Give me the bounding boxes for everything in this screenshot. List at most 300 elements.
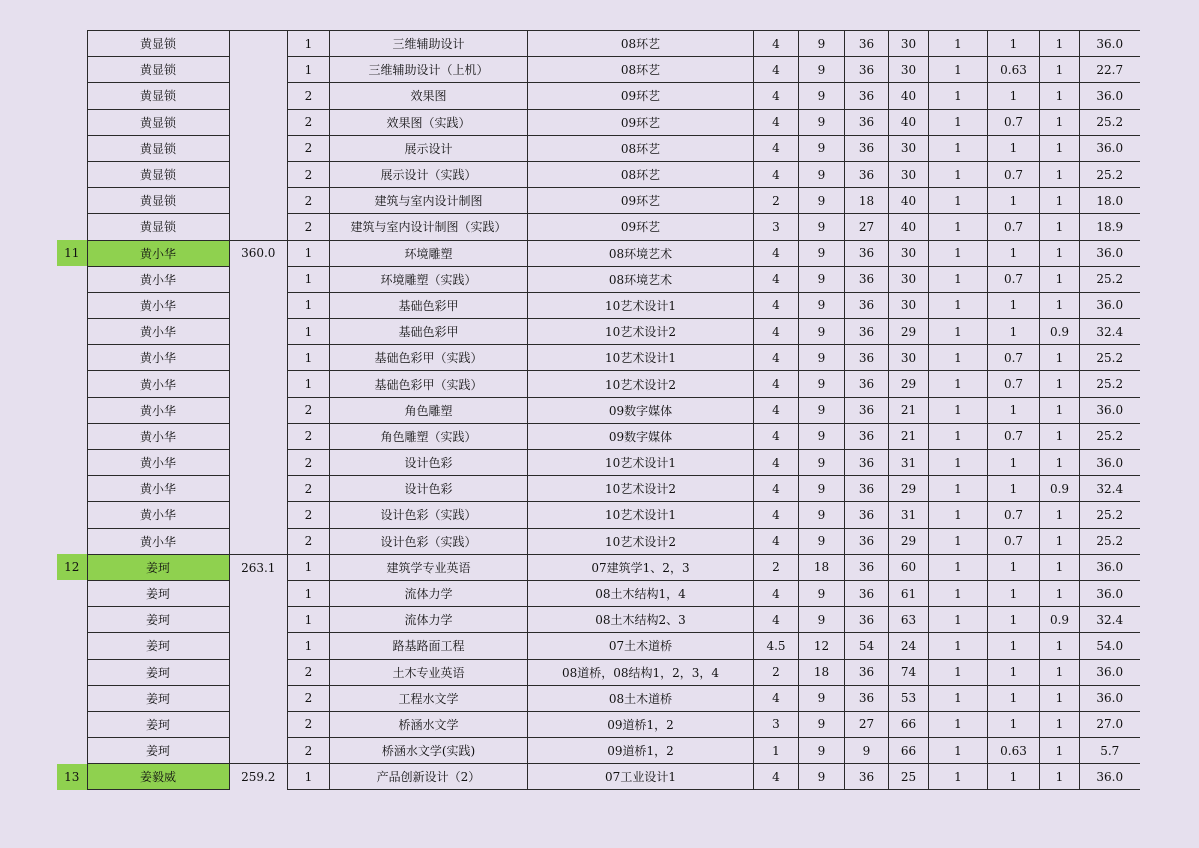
row-number-cell: 11 <box>57 240 87 266</box>
semester-cell: 2 <box>288 423 330 449</box>
class-cell: 10艺术设计1 <box>528 502 754 528</box>
course-cell: 建筑与室内设计制图（实践） <box>330 214 528 240</box>
coef-b-cell: 0.7 <box>988 214 1040 240</box>
teacher-name-cell: 姜珂 <box>87 711 229 737</box>
class-cell: 08土木结构1，4 <box>528 580 754 606</box>
table-row <box>57 109 1140 135</box>
weeks-cell: 9 <box>799 607 845 633</box>
teacher-name-cell: 黄显锁 <box>87 135 229 161</box>
coef-c-cell: 1 <box>1040 633 1080 659</box>
course-cell: 桥涵水文学 <box>330 711 528 737</box>
weekly-hours-cell: 4 <box>754 502 799 528</box>
coef-b-cell: 1 <box>988 659 1040 685</box>
weekly-hours-cell: 4 <box>754 83 799 109</box>
weekly-hours-cell: 3 <box>754 711 799 737</box>
weekly-hours-cell: 4 <box>754 266 799 292</box>
coef-a-cell: 1 <box>929 633 988 659</box>
weeks-cell: 9 <box>799 423 845 449</box>
teacher-name-cell: 黄小华 <box>87 476 229 502</box>
table-row <box>57 659 1140 685</box>
workload-cell: 36.0 <box>1080 83 1140 109</box>
semester-cell: 2 <box>288 83 330 109</box>
weekly-hours-cell: 4 <box>754 161 799 187</box>
weekly-hours-cell: 4 <box>754 450 799 476</box>
row-number-cell <box>57 450 87 476</box>
coef-a-cell: 1 <box>929 345 988 371</box>
coef-c-cell: 1 <box>1040 685 1080 711</box>
total-workload-cell <box>229 502 287 528</box>
weekly-hours-cell: 2 <box>754 554 799 580</box>
course-cell: 三维辅助设计 <box>330 31 528 57</box>
course-cell: 基础色彩甲（实践） <box>330 371 528 397</box>
hours-cell: 36 <box>845 450 889 476</box>
total-workload-cell <box>229 135 287 161</box>
row-number-cell <box>57 528 87 554</box>
weeks-cell: 9 <box>799 57 845 83</box>
course-cell: 产品创新设计（2） <box>330 764 528 790</box>
class-cell: 09数字媒体 <box>528 397 754 423</box>
students-cell: 30 <box>889 161 929 187</box>
workload-cell: 36.0 <box>1080 135 1140 161</box>
teacher-name-cell: 黄显锁 <box>87 188 229 214</box>
students-cell: 40 <box>889 188 929 214</box>
coef-b-cell: 0.7 <box>988 109 1040 135</box>
coef-b-cell: 1 <box>988 397 1040 423</box>
workload-cell: 36.0 <box>1080 397 1140 423</box>
row-number-cell <box>57 423 87 449</box>
coef-b-cell: 1 <box>988 83 1040 109</box>
class-cell: 09环艺 <box>528 83 754 109</box>
semester-cell: 2 <box>288 502 330 528</box>
weeks-cell: 18 <box>799 554 845 580</box>
teacher-name-cell: 姜珂 <box>87 554 229 580</box>
class-cell: 10艺术设计2 <box>528 476 754 502</box>
weekly-hours-cell: 2 <box>754 659 799 685</box>
semester-cell: 1 <box>288 633 330 659</box>
table-row <box>57 580 1140 606</box>
total-workload-cell <box>229 528 287 554</box>
weekly-hours-cell: 4 <box>754 135 799 161</box>
course-cell: 展示设计（实践） <box>330 161 528 187</box>
semester-cell: 1 <box>288 57 330 83</box>
weekly-hours-cell: 4 <box>754 371 799 397</box>
workload-cell: 25.2 <box>1080 502 1140 528</box>
coef-c-cell: 1 <box>1040 580 1080 606</box>
students-cell: 30 <box>889 345 929 371</box>
weekly-hours-cell: 4 <box>754 423 799 449</box>
weeks-cell: 9 <box>799 188 845 214</box>
coef-a-cell: 1 <box>929 161 988 187</box>
class-cell: 08环艺 <box>528 135 754 161</box>
teacher-name-cell: 姜珂 <box>87 738 229 764</box>
coef-c-cell: 1 <box>1040 738 1080 764</box>
hours-cell: 36 <box>845 397 889 423</box>
coef-b-cell: 1 <box>988 764 1040 790</box>
coef-a-cell: 1 <box>929 109 988 135</box>
teacher-name-cell: 黄小华 <box>87 528 229 554</box>
teacher-name-cell: 黄小华 <box>87 423 229 449</box>
coef-a-cell: 1 <box>929 502 988 528</box>
hours-cell: 36 <box>845 83 889 109</box>
weekly-hours-cell: 4 <box>754 319 799 345</box>
teacher-name-cell: 姜珂 <box>87 633 229 659</box>
weeks-cell: 9 <box>799 476 845 502</box>
table-row <box>57 711 1140 737</box>
table-row <box>57 188 1140 214</box>
teacher-name-cell: 黄小华 <box>87 345 229 371</box>
coef-c-cell: 1 <box>1040 292 1080 318</box>
hours-cell: 36 <box>845 554 889 580</box>
table-row <box>57 371 1140 397</box>
row-number-cell <box>57 188 87 214</box>
class-cell: 08环艺 <box>528 57 754 83</box>
weeks-cell: 9 <box>799 528 845 554</box>
weeks-cell: 9 <box>799 371 845 397</box>
weekly-hours-cell: 4 <box>754 397 799 423</box>
semester-cell: 2 <box>288 109 330 135</box>
row-number-cell <box>57 109 87 135</box>
total-workload-cell <box>229 397 287 423</box>
coef-a-cell: 1 <box>929 397 988 423</box>
table-body <box>57 31 1140 790</box>
coef-b-cell: 1 <box>988 476 1040 502</box>
workload-cell: 36.0 <box>1080 554 1140 580</box>
table-row <box>57 528 1140 554</box>
students-cell: 66 <box>889 738 929 764</box>
coef-b-cell: 1 <box>988 711 1040 737</box>
hours-cell: 36 <box>845 685 889 711</box>
teacher-name-cell: 姜珂 <box>87 580 229 606</box>
students-cell: 40 <box>889 83 929 109</box>
coef-c-cell: 1 <box>1040 83 1080 109</box>
row-number-cell <box>57 607 87 633</box>
semester-cell: 2 <box>288 135 330 161</box>
coef-c-cell: 1 <box>1040 659 1080 685</box>
weekly-hours-cell: 4 <box>754 345 799 371</box>
class-cell: 09道桥1，2 <box>528 711 754 737</box>
teacher-name-cell: 黄小华 <box>87 240 229 266</box>
total-workload-cell <box>229 659 287 685</box>
workload-cell: 32.4 <box>1080 319 1140 345</box>
students-cell: 60 <box>889 554 929 580</box>
row-number-cell <box>57 738 87 764</box>
teacher-name-cell: 黄小华 <box>87 502 229 528</box>
coef-b-cell: 0.7 <box>988 266 1040 292</box>
coef-c-cell: 1 <box>1040 554 1080 580</box>
students-cell: 21 <box>889 397 929 423</box>
coef-c-cell: 1 <box>1040 345 1080 371</box>
workload-cell: 36.0 <box>1080 292 1140 318</box>
row-number-cell <box>57 659 87 685</box>
coef-c-cell: 1 <box>1040 109 1080 135</box>
teacher-name-cell: 黄显锁 <box>87 83 229 109</box>
course-cell: 路基路面工程 <box>330 633 528 659</box>
workload-cell: 25.2 <box>1080 266 1140 292</box>
workload-cell: 25.2 <box>1080 371 1140 397</box>
class-cell: 10艺术设计2 <box>528 371 754 397</box>
workload-table-sheet <box>57 30 1140 790</box>
weekly-hours-cell: 4 <box>754 292 799 318</box>
course-cell: 设计色彩 <box>330 476 528 502</box>
coef-a-cell: 1 <box>929 554 988 580</box>
row-number-cell <box>57 161 87 187</box>
workload-cell: 54.0 <box>1080 633 1140 659</box>
table-row <box>57 161 1140 187</box>
students-cell: 40 <box>889 109 929 135</box>
row-number-cell <box>57 371 87 397</box>
coef-b-cell: 0.7 <box>988 502 1040 528</box>
table-row <box>57 633 1140 659</box>
coef-a-cell: 1 <box>929 240 988 266</box>
table-row <box>57 397 1140 423</box>
semester-cell: 2 <box>288 659 330 685</box>
hours-cell: 36 <box>845 371 889 397</box>
coef-b-cell: 1 <box>988 319 1040 345</box>
workload-cell: 36.0 <box>1080 764 1140 790</box>
coef-c-cell: 1 <box>1040 188 1080 214</box>
semester-cell: 2 <box>288 685 330 711</box>
coef-a-cell: 1 <box>929 266 988 292</box>
teacher-name-cell: 黄小华 <box>87 319 229 345</box>
total-workload-cell <box>229 161 287 187</box>
course-cell: 设计色彩 <box>330 450 528 476</box>
semester-cell: 2 <box>288 161 330 187</box>
students-cell: 30 <box>889 31 929 57</box>
teacher-name-cell: 黄小华 <box>87 450 229 476</box>
semester-cell: 2 <box>288 214 330 240</box>
semester-cell: 1 <box>288 319 330 345</box>
course-cell: 建筑与室内设计制图 <box>330 188 528 214</box>
hours-cell: 36 <box>845 161 889 187</box>
total-workload-cell <box>229 450 287 476</box>
weeks-cell: 9 <box>799 319 845 345</box>
course-cell: 设计色彩（实践） <box>330 502 528 528</box>
weeks-cell: 9 <box>799 240 845 266</box>
class-cell: 07建筑学1、2，3 <box>528 554 754 580</box>
coef-c-cell: 1 <box>1040 266 1080 292</box>
coef-b-cell: 0.7 <box>988 345 1040 371</box>
students-cell: 30 <box>889 292 929 318</box>
coef-b-cell: 0.63 <box>988 738 1040 764</box>
hours-cell: 36 <box>845 476 889 502</box>
semester-cell: 1 <box>288 607 330 633</box>
teacher-name-cell: 姜珂 <box>87 659 229 685</box>
weekly-hours-cell: 1 <box>754 738 799 764</box>
students-cell: 31 <box>889 450 929 476</box>
weekly-hours-cell: 4 <box>754 764 799 790</box>
total-workload-cell <box>229 607 287 633</box>
total-workload-cell <box>229 214 287 240</box>
coef-b-cell: 1 <box>988 31 1040 57</box>
row-number-cell <box>57 685 87 711</box>
weekly-hours-cell: 4 <box>754 607 799 633</box>
table-row <box>57 502 1140 528</box>
course-cell: 效果图 <box>330 83 528 109</box>
row-number-cell <box>57 319 87 345</box>
row-number-cell: 12 <box>57 554 87 580</box>
row-number-cell <box>57 57 87 83</box>
coef-a-cell: 1 <box>929 371 988 397</box>
course-cell: 建筑学专业英语 <box>330 554 528 580</box>
workload-cell: 36.0 <box>1080 240 1140 266</box>
students-cell: 29 <box>889 476 929 502</box>
coef-c-cell: 1 <box>1040 135 1080 161</box>
weekly-hours-cell: 4.5 <box>754 633 799 659</box>
table-row <box>57 607 1140 633</box>
students-cell: 30 <box>889 240 929 266</box>
total-workload-cell: 259.2 <box>229 764 287 790</box>
hours-cell: 36 <box>845 528 889 554</box>
coef-c-cell: 1 <box>1040 711 1080 737</box>
table-row <box>57 476 1140 502</box>
course-cell: 环境雕塑（实践） <box>330 266 528 292</box>
row-number-cell <box>57 345 87 371</box>
course-cell: 基础色彩甲 <box>330 292 528 318</box>
total-workload-cell: 360.0 <box>229 240 287 266</box>
class-cell: 09环艺 <box>528 109 754 135</box>
teacher-name-cell: 姜珂 <box>87 685 229 711</box>
students-cell: 63 <box>889 607 929 633</box>
hours-cell: 36 <box>845 266 889 292</box>
weeks-cell: 9 <box>799 109 845 135</box>
coef-b-cell: 1 <box>988 685 1040 711</box>
course-cell: 展示设计 <box>330 135 528 161</box>
total-workload-cell <box>229 345 287 371</box>
coef-c-cell: 0.9 <box>1040 476 1080 502</box>
course-cell: 效果图（实践） <box>330 109 528 135</box>
table-row <box>57 83 1140 109</box>
table-row <box>57 685 1140 711</box>
teacher-name-cell: 黄小华 <box>87 266 229 292</box>
table-row <box>57 214 1140 240</box>
teacher-name-cell: 黄显锁 <box>87 57 229 83</box>
coef-a-cell: 1 <box>929 764 988 790</box>
class-cell: 10艺术设计1 <box>528 345 754 371</box>
semester-cell: 2 <box>288 476 330 502</box>
coef-c-cell: 1 <box>1040 528 1080 554</box>
course-cell: 角色雕塑 <box>330 397 528 423</box>
coef-b-cell: 1 <box>988 240 1040 266</box>
semester-cell: 2 <box>288 528 330 554</box>
course-cell: 基础色彩甲（实践） <box>330 345 528 371</box>
weekly-hours-cell: 3 <box>754 214 799 240</box>
total-workload-cell <box>229 83 287 109</box>
total-workload-cell <box>229 292 287 318</box>
students-cell: 53 <box>889 685 929 711</box>
total-workload-cell <box>229 711 287 737</box>
coef-a-cell: 1 <box>929 685 988 711</box>
hours-cell: 27 <box>845 711 889 737</box>
coef-a-cell: 1 <box>929 292 988 318</box>
class-cell: 08土木结构2、3 <box>528 607 754 633</box>
coef-a-cell: 1 <box>929 476 988 502</box>
coef-b-cell: 0.7 <box>988 423 1040 449</box>
class-cell: 07工业设计1 <box>528 764 754 790</box>
weekly-hours-cell: 4 <box>754 57 799 83</box>
hours-cell: 36 <box>845 109 889 135</box>
coef-c-cell: 1 <box>1040 214 1080 240</box>
coef-c-cell: 0.9 <box>1040 607 1080 633</box>
students-cell: 74 <box>889 659 929 685</box>
weekly-hours-cell: 2 <box>754 188 799 214</box>
semester-cell: 2 <box>288 738 330 764</box>
coef-a-cell: 1 <box>929 83 988 109</box>
course-cell: 桥涵水文学(实践) <box>330 738 528 764</box>
weekly-hours-cell: 4 <box>754 109 799 135</box>
workload-cell: 5.7 <box>1080 738 1140 764</box>
table-row <box>57 319 1140 345</box>
weeks-cell: 9 <box>799 711 845 737</box>
teacher-name-cell: 姜珂 <box>87 607 229 633</box>
weeks-cell: 12 <box>799 633 845 659</box>
semester-cell: 1 <box>288 31 330 57</box>
hours-cell: 36 <box>845 240 889 266</box>
workload-cell: 18.9 <box>1080 214 1140 240</box>
class-cell: 09环艺 <box>528 214 754 240</box>
students-cell: 29 <box>889 371 929 397</box>
teacher-name-cell: 黄显锁 <box>87 31 229 57</box>
weekly-hours-cell: 4 <box>754 476 799 502</box>
coef-c-cell: 1 <box>1040 240 1080 266</box>
hours-cell: 36 <box>845 135 889 161</box>
total-workload-cell <box>229 476 287 502</box>
coef-a-cell: 1 <box>929 57 988 83</box>
semester-cell: 1 <box>288 345 330 371</box>
weeks-cell: 9 <box>799 502 845 528</box>
table-row <box>57 554 1140 580</box>
weeks-cell: 9 <box>799 83 845 109</box>
class-cell: 10艺术设计2 <box>528 319 754 345</box>
weeks-cell: 9 <box>799 135 845 161</box>
teacher-name-cell: 黄小华 <box>87 371 229 397</box>
weeks-cell: 9 <box>799 738 845 764</box>
class-cell: 08环境艺术 <box>528 240 754 266</box>
hours-cell: 27 <box>845 214 889 240</box>
workload-cell: 36.0 <box>1080 659 1140 685</box>
coef-c-cell: 1 <box>1040 397 1080 423</box>
hours-cell: 36 <box>845 659 889 685</box>
teacher-name-cell: 黄显锁 <box>87 109 229 135</box>
coef-a-cell: 1 <box>929 423 988 449</box>
coef-a-cell: 1 <box>929 214 988 240</box>
table-row <box>57 345 1140 371</box>
semester-cell: 2 <box>288 711 330 737</box>
class-cell: 10艺术设计1 <box>528 450 754 476</box>
workload-cell: 25.2 <box>1080 161 1140 187</box>
coef-a-cell: 1 <box>929 580 988 606</box>
course-cell: 基础色彩甲 <box>330 319 528 345</box>
coef-a-cell: 1 <box>929 738 988 764</box>
workload-cell: 32.4 <box>1080 607 1140 633</box>
coef-a-cell: 1 <box>929 31 988 57</box>
course-cell: 设计色彩（实践） <box>330 528 528 554</box>
coef-c-cell: 1 <box>1040 31 1080 57</box>
students-cell: 31 <box>889 502 929 528</box>
total-workload-cell <box>229 319 287 345</box>
table-row <box>57 423 1140 449</box>
hours-cell: 54 <box>845 633 889 659</box>
students-cell: 24 <box>889 633 929 659</box>
weeks-cell: 9 <box>799 450 845 476</box>
coef-b-cell: 1 <box>988 188 1040 214</box>
coef-c-cell: 1 <box>1040 764 1080 790</box>
table-row <box>57 135 1140 161</box>
coef-b-cell: 1 <box>988 135 1040 161</box>
workload-cell: 25.2 <box>1080 109 1140 135</box>
weeks-cell: 9 <box>799 31 845 57</box>
workload-cell: 25.2 <box>1080 345 1140 371</box>
semester-cell: 1 <box>288 554 330 580</box>
